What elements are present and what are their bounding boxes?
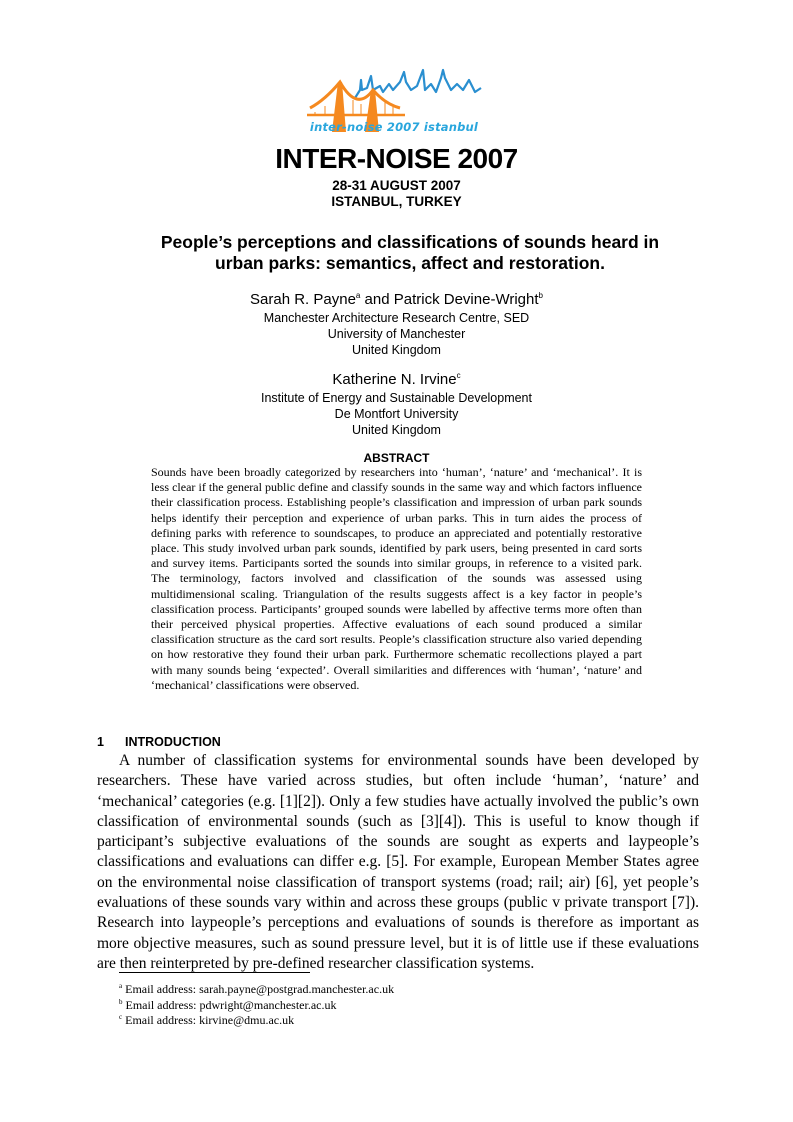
footnote-text: Email address: sarah.payne@postgrad.manchester.ac.uk bbox=[125, 982, 395, 996]
affiliation-line: United Kingdom bbox=[352, 343, 441, 357]
footnote-mark: b bbox=[538, 291, 543, 300]
footnote-mark: b bbox=[119, 997, 123, 1006]
conference-dates: 28-31 AUGUST 2007 bbox=[332, 178, 461, 193]
footnote-text: Email address: pdwright@manchester.ac.uk bbox=[125, 997, 337, 1012]
footnote-mark: a bbox=[355, 291, 361, 300]
section-heading bbox=[97, 735, 221, 749]
abstract-heading: ABSTRACT bbox=[363, 451, 430, 465]
affiliation-line: United Kingdom bbox=[352, 423, 441, 437]
author-name: Patrick Devine-Wright bbox=[393, 291, 539, 308]
section-number: 1 bbox=[97, 735, 104, 749]
affiliation-line: Manchester Architecture Research Centre, SED bbox=[263, 311, 530, 325]
footnote-mark: a bbox=[119, 982, 123, 990]
affiliation-line: De Montfort University bbox=[334, 407, 459, 421]
paper-title-line2: urban parks: semantics, affect and restoration. bbox=[215, 253, 605, 273]
affiliation-2 bbox=[0, 390, 793, 438]
footnote-text: Email address: kirvine@dmu.ac.uk bbox=[125, 1013, 295, 1027]
footnote-mark: c bbox=[119, 1013, 123, 1021]
footnote bbox=[119, 1013, 394, 1029]
section-title: INTRODUCTION bbox=[125, 735, 221, 749]
author-name: Katherine N. Irvine bbox=[332, 371, 457, 388]
author-line-2 bbox=[0, 371, 793, 388]
affiliation-line: University of Manchester bbox=[327, 327, 466, 341]
author-conjunction: and bbox=[360, 291, 394, 308]
conference-title: INTER-NOISE 2007 bbox=[275, 143, 518, 174]
footnote bbox=[119, 998, 394, 1014]
footnotes bbox=[119, 982, 394, 1029]
conference-place: ISTANBUL, TURKEY bbox=[331, 194, 462, 209]
author-name: Sarah R. Payne bbox=[250, 291, 356, 308]
logo-text: inter-noise 2007 istanbul bbox=[309, 120, 479, 134]
abstract-text: Sounds have been broadly categorized by researchers into ‘human’, ‘nature’ and ‘mechanical’. It is less clear if the general public define and classify sounds in the same way and which factors influence their classification process. Establishing people’s classification and impression of urban park sounds helps identify their perception and experience of urban parks. This in turn aides the process of defining parks with reference to soundscapes, to produce an appreciated and potentially restorative place. This study involved urban park sounds, identified by park users, being presented in card sorts and survey items. Participants sorted the sounds into similar groups, in reference to a visited park. The terminology, factors involved and classification of the sounds was assessed using multidimensional scaling. Triangulation of the results suggests affect is a key factor in people’s classification process. Participants’ grouped sounds were labelled by affective terms more often than their perceived physical properties. Affective evaluations of each sound produced a similar classification structure as the card sort results. People’s classification structure also varied depending on how restorative they found their urban park. Furthermore schematic recollections played a part with many sounds being ‘expected’. Overall similarities and differences with ‘human’, ‘nature’ and ‘mechanical’ classifications were observed. bbox=[151, 465, 642, 692]
footnote-mark: c bbox=[456, 371, 461, 380]
paper-title-line1: People’s perceptions and classifications of sounds heard in bbox=[160, 232, 660, 252]
introduction-paragraph: A number of classification systems for environmental sounds have been developed by researchers. These have varied across studies, but often include ‘human’, ‘nature’ and ‘mechanical’ categories (e.g. [1][2]). Only a few studies have actually involved the public’s own classification of environmental sounds (such as [3][4]). This is useful to know though if participant’s subjective evaluations of the sounds are sought as experts and laypeople’s classifications and evaluations can differ e.g. [5]. For example, European Member States agree on the environmental noise classification of transport systems (road; rail; air) [6], yet people’s evaluations of these sounds vary within and across these groups (public v private transport [7]). Research into laypeople’s perceptions and evaluations of sounds is therefore as important as more objective measures, such as sound pressure level, but it is of little use if these evaluations are then reinterpreted by pre-defined researcher classification systems. bbox=[97, 752, 699, 972]
paper-title bbox=[120, 232, 700, 274]
footnote-divider bbox=[119, 972, 310, 973]
author-line-1 bbox=[0, 291, 793, 308]
affiliation-line: Institute of Energy and Sustainable Development bbox=[260, 391, 532, 405]
affiliation-1 bbox=[0, 310, 793, 358]
footnote bbox=[119, 982, 394, 998]
